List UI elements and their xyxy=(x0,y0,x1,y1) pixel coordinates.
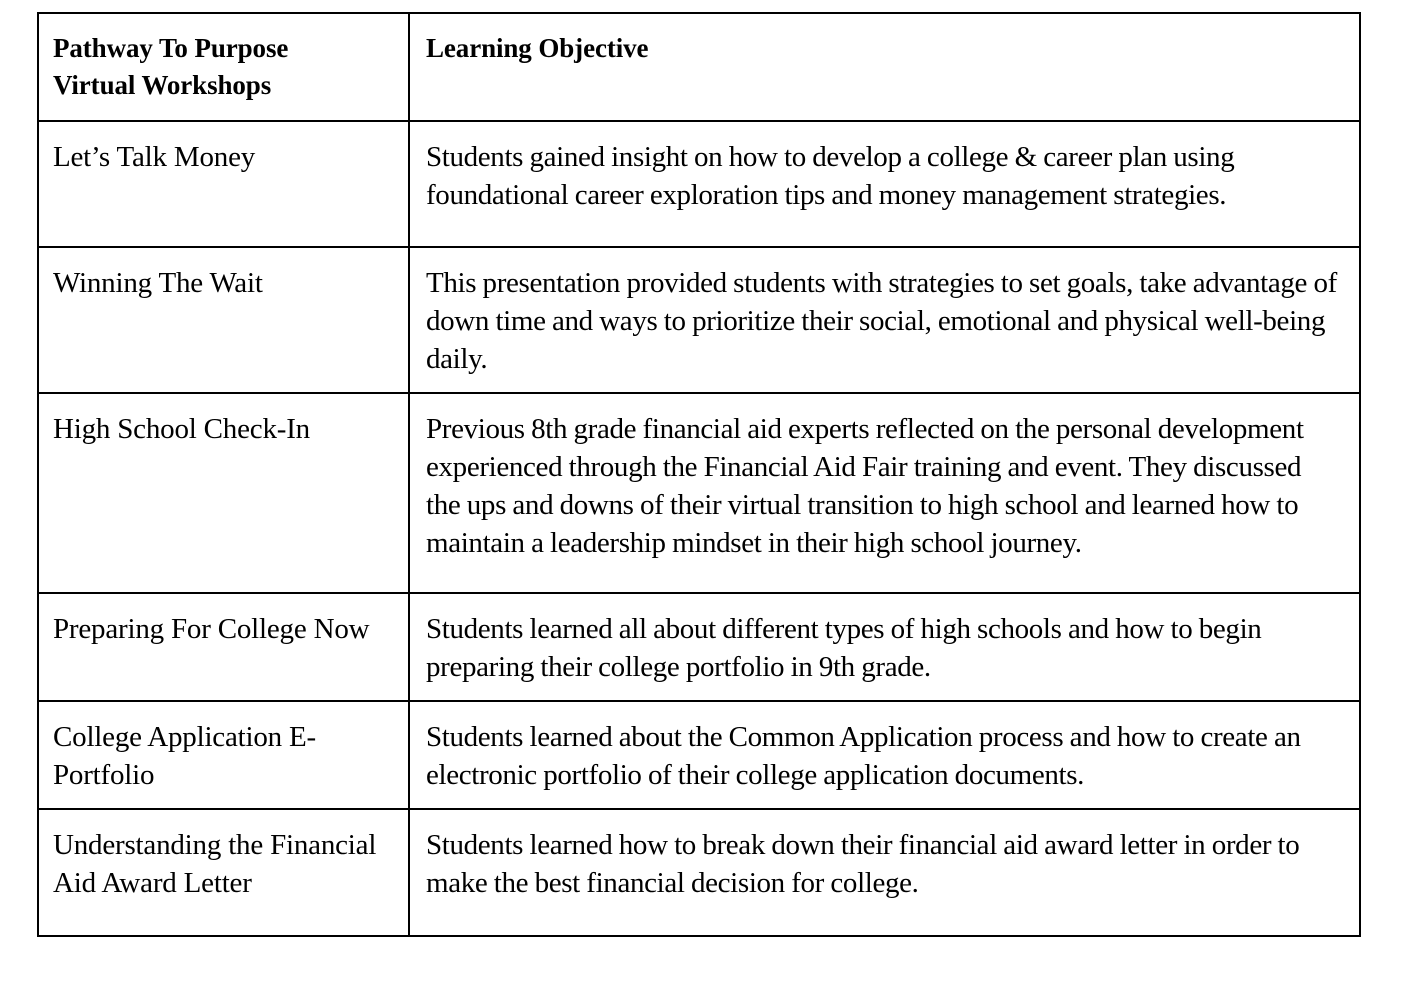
learning-objective-cell xyxy=(409,121,1360,247)
workshop-name: College Application E-Portfolio xyxy=(53,721,316,791)
column-header-workshops xyxy=(38,13,409,121)
workshop-name: Preparing For College Now xyxy=(53,613,370,645)
table-row xyxy=(38,393,1360,593)
table-row xyxy=(38,121,1360,247)
learning-objective-cell xyxy=(409,393,1360,593)
workshops-table xyxy=(37,12,1361,937)
workshop-name-cell xyxy=(38,593,409,701)
learning-objective-cell xyxy=(409,809,1360,936)
workshop-name: Winning The Wait xyxy=(53,267,263,299)
workshop-name-cell xyxy=(38,393,409,593)
table-row xyxy=(38,701,1360,809)
workshop-name: Let’s Talk Money xyxy=(53,141,256,173)
learning-objective: Previous 8th grade financial aid experts reflected on the personal development experienced through the Financial Aid Fair training and event. They discussed the ups and downs of their virtual transition to high school and learned how to maintain a leadership mindset in their high school journey. xyxy=(426,413,1304,559)
workshop-name-cell xyxy=(38,247,409,393)
table-row xyxy=(38,593,1360,701)
workshop-name-cell xyxy=(38,121,409,247)
workshop-name: Understanding the Financial Aid Award Letter xyxy=(53,829,377,899)
workshop-name-cell xyxy=(38,809,409,936)
learning-objective-cell xyxy=(409,247,1360,393)
learning-objective-cell xyxy=(409,593,1360,701)
workshop-name: High School Check-In xyxy=(53,413,310,445)
column-header-workshops-text xyxy=(39,14,408,104)
learning-objective: Students gained insight on how to develop a college & career plan using foundational career exploration tips and money management strategies. xyxy=(426,141,1235,211)
workshop-name-cell xyxy=(38,701,409,809)
table-row xyxy=(38,809,1360,936)
column-header-objective xyxy=(409,13,1360,121)
learning-objective: Students learned how to break down their financial aid award letter in order to make the best financial decision for college. xyxy=(426,829,1300,899)
column-header-workshops-line1: Pathway To Purpose xyxy=(53,33,289,63)
learning-objective: Students learned about the Common Application process and how to create an electronic portfolio of their college application documents. xyxy=(426,721,1301,791)
column-header-objective-text: Learning Objective xyxy=(426,33,649,63)
table-header xyxy=(38,13,1360,121)
learning-objective-cell xyxy=(409,701,1360,809)
column-header-workshops-line2: Virtual Workshops xyxy=(53,70,272,100)
learning-objective: This presentation provided students with strategies to set goals, take advantage of down time and ways to prioritize their social, emotional and physical well-being daily. xyxy=(426,267,1337,375)
table-body xyxy=(38,121,1360,936)
table-row xyxy=(38,247,1360,393)
learning-objective: Students learned all about different types of high schools and how to begin preparing their college portfolio in 9th grade. xyxy=(426,613,1262,683)
header-row xyxy=(38,13,1360,121)
